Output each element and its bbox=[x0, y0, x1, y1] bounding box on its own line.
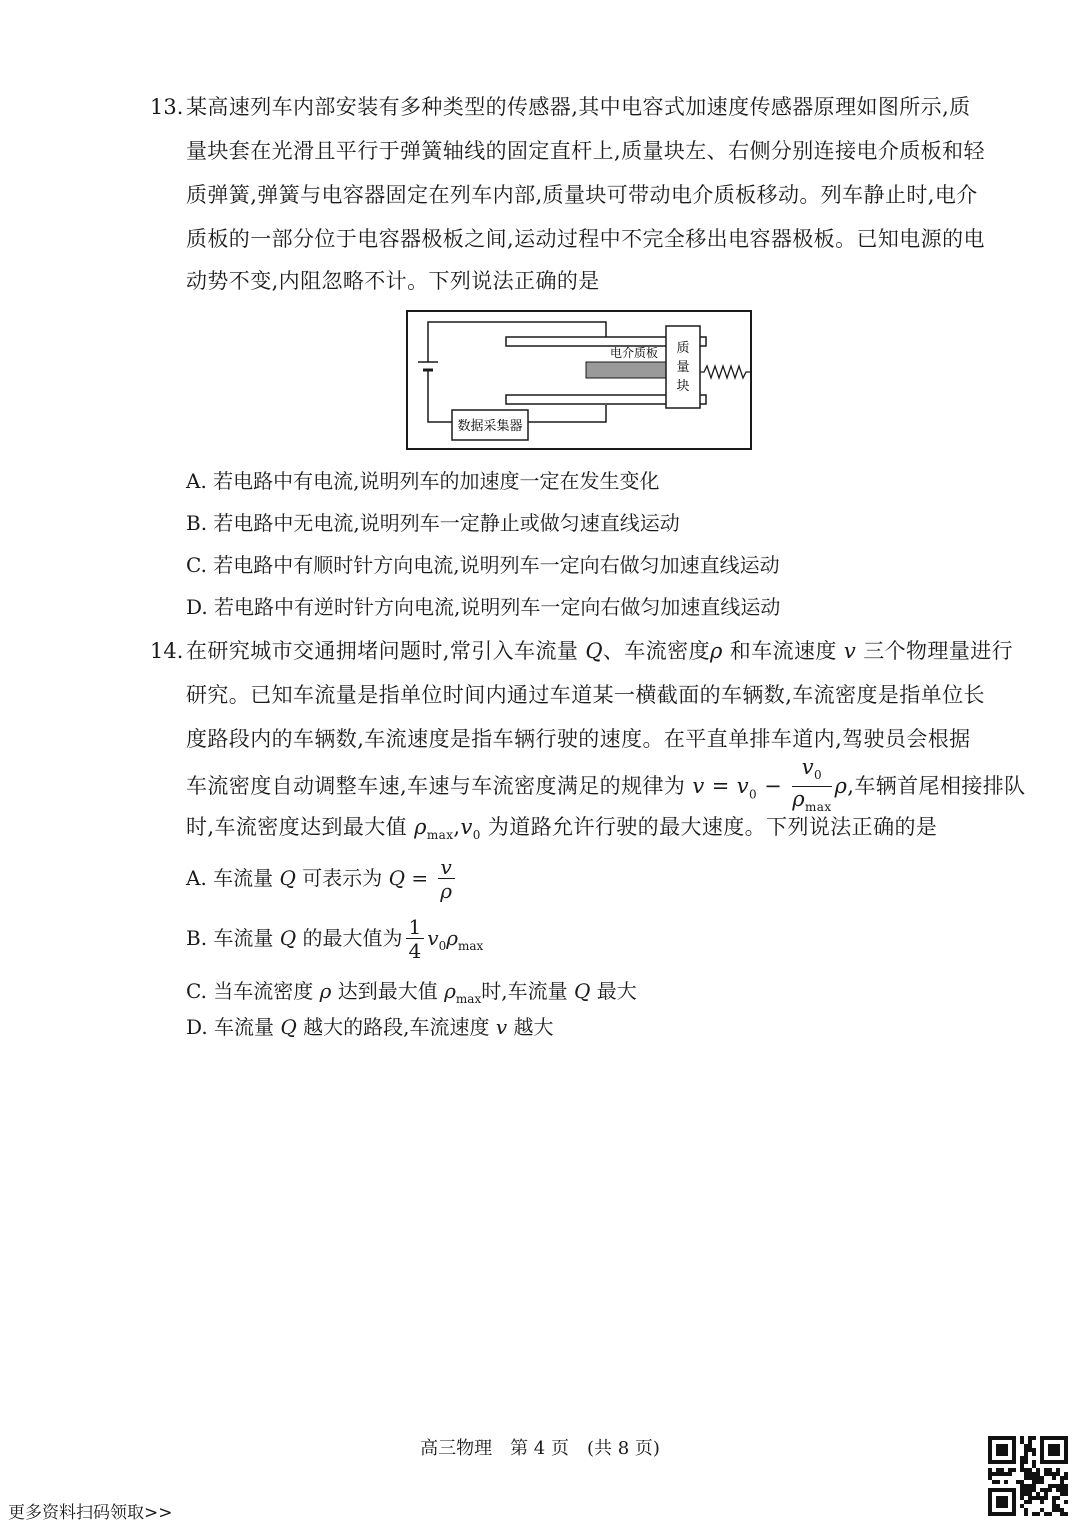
flow-fraction: $\frac{v}{\rho}$ bbox=[438, 856, 455, 903]
q14-option-c: C. 当车流密度 ρ 达到最大值 $\rho_{max}$时,车流量 Q 最大 bbox=[186, 979, 637, 1006]
page-footer: 高三物理 第 4 页 (共 8 页) bbox=[420, 1438, 660, 1459]
dielectric-label: 电介质板 bbox=[609, 346, 659, 360]
dielectric-plate bbox=[586, 362, 666, 378]
q14-line-4: 车流密度自动调整车速,车速与车流密度满足的规律为 $v = v_0$ − $\frac{v_0}{\rho_{max}}$ ρ,车辆首尾相接排队 bbox=[186, 756, 1026, 819]
q13-line-1: 某高速列车内部安装有多种类型的传感器,其中电容式加速度传感器原理如图所示,质 bbox=[186, 95, 971, 119]
q14-line-3: 度路段内的车辆数,车流速度是指车辆行驶的速度。在平直单排车道内,驾驶员会根据 bbox=[186, 727, 971, 751]
q14-line-2: 研究。已知车流量是指单位时间内通过车道某一横截面的车辆数,车流密度是指单位长 bbox=[186, 683, 985, 707]
more-resources-link[interactable]: 更多资料扫码领取>> bbox=[8, 1503, 173, 1523]
mass-label-2: 量 bbox=[676, 360, 690, 375]
q13-line-2: 量块套在光滑且平行于弹簧轴线的固定直杆上,质量块左、右侧分别连接电介质板和轻 bbox=[186, 139, 985, 163]
qr-code[interactable] bbox=[988, 1436, 1068, 1516]
q14-line-1: 在研究城市交通拥堵问题时,常引入车流量 Q、车流密度ρ 和车流速度 v 三个物理量进行 bbox=[186, 639, 1014, 663]
q14-line-5: 时,车流密度达到最大值 $\rho_{max},v_0$ 为道路允许行驶的最大速度。下列说法正确的是 bbox=[186, 815, 938, 843]
mass-label-1: 质 bbox=[676, 341, 690, 356]
q13-line-3: 质弹簧,弹簧与电容器固定在列车内部,质量块可带动电介质板移动。列车静止时,电介 bbox=[186, 183, 978, 207]
mass-label-3: 块 bbox=[676, 379, 690, 394]
q14-option-a: A. 车流量 Q 可表示为 Q = $\frac{v}{\rho}$ bbox=[186, 856, 458, 903]
quarter-fraction: $\frac{1}{4}$ bbox=[406, 916, 425, 963]
q13-option-c: C. 若电路中有顺时针方向电流,说明列车一定向右做匀加速直线运动 bbox=[186, 553, 780, 577]
q13-number: 13. bbox=[150, 95, 184, 119]
q14-number: 14. bbox=[150, 639, 184, 663]
q13-option-d: D. 若电路中有逆时针方向电流,说明列车一定向右做匀加速直线运动 bbox=[186, 595, 781, 619]
q13-option-a: A. 若电路中有电流,说明列车的加速度一定在发生变化 bbox=[186, 469, 660, 493]
q13-line-5: 动势不变,内阻忽略不计。下列说法正确的是 bbox=[186, 269, 600, 293]
capacitor-sensor-diagram bbox=[406, 310, 752, 450]
q14-option-d: D. 车流量 Q 越大的路段,车流速度 v 越大 bbox=[186, 1015, 554, 1039]
q14-option-b: B. 车流量 Q 的最大值为 $\frac{1}{4}$ $v_0\rho_{max}$ bbox=[186, 915, 484, 963]
data-collector-label: 数据采集器 bbox=[457, 419, 523, 434]
q13-option-b: B. 若电路中无电流,说明列车一定静止或做匀速直线运动 bbox=[186, 511, 680, 535]
q13-line-4: 质板的一部分位于电容器极板之间,运动过程中不完全移出电容器极板。已知电源的电 bbox=[186, 227, 985, 251]
speed-fraction: $\frac{v_0}{\rho_{max}}$ bbox=[792, 755, 832, 815]
